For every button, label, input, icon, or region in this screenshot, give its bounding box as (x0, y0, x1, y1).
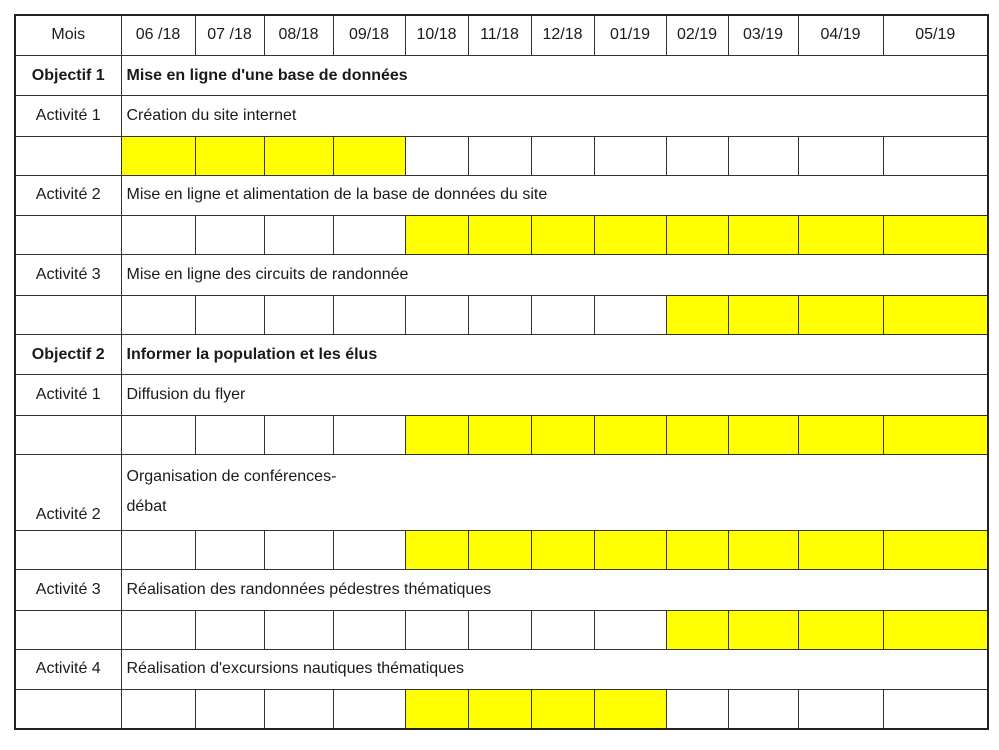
timeline-cell (883, 690, 988, 729)
timeline-row (15, 610, 988, 649)
timeline-label-cell (15, 216, 121, 255)
timeline-cell (264, 531, 333, 570)
month-header: 07 /18 (195, 15, 264, 55)
timeline-cell-active (798, 531, 883, 570)
timeline-label-cell (15, 136, 121, 175)
activity-row (15, 255, 988, 295)
timeline-cell-active (798, 415, 883, 454)
activity-row (15, 375, 988, 415)
timeline-cell-active (468, 690, 531, 729)
timeline-cell-active (594, 690, 666, 729)
objective-label: Objectif 1 (15, 55, 121, 95)
activity-label: Activité 3 (15, 255, 121, 295)
timeline-cell-active (405, 415, 468, 454)
activity-title: Diffusion du flyer (121, 375, 988, 415)
activity-row (15, 570, 988, 610)
timeline-cell-active (594, 531, 666, 570)
activity-label: Activité 2 (15, 175, 121, 215)
timeline-cell (531, 136, 594, 175)
timeline-cell (195, 531, 264, 570)
month-header: 08/18 (264, 15, 333, 55)
timeline-row (15, 531, 988, 570)
activity-title (121, 454, 988, 530)
timeline-cell (264, 690, 333, 729)
timeline-cell (666, 136, 728, 175)
month-header: 12/18 (531, 15, 594, 55)
timeline-cell-active (531, 216, 594, 255)
timeline-label-cell (15, 690, 121, 729)
activity-label: Activité 4 (15, 649, 121, 689)
activity-title-line: débat (126, 498, 167, 516)
timeline-cell (264, 415, 333, 454)
activity-label: Activité 1 (15, 375, 121, 415)
timeline-cell-active (121, 136, 195, 175)
activity-label: Activité 1 (15, 96, 121, 136)
timeline-cell (333, 690, 405, 729)
timeline-cell (883, 136, 988, 175)
timeline-cell (264, 216, 333, 255)
activity-label: Activité 3 (15, 570, 121, 610)
timeline-row (15, 216, 988, 255)
timeline-cell-active (883, 531, 988, 570)
timeline-cell (333, 531, 405, 570)
timeline-cell (531, 610, 594, 649)
activity-row (15, 175, 988, 215)
timeline-cell (405, 295, 468, 334)
timeline-cell-active (264, 136, 333, 175)
timeline-cell-active (728, 216, 798, 255)
timeline-cell-active (405, 690, 468, 729)
timeline-cell-active (666, 216, 728, 255)
timeline-cell-active (531, 415, 594, 454)
month-header: 09/18 (333, 15, 405, 55)
timeline-cell-active (883, 415, 988, 454)
activity-row (15, 454, 988, 530)
objective-row (15, 55, 988, 95)
activity-title: Réalisation des randonnées pédestres thématiques (121, 570, 988, 610)
timeline-cell-active (798, 216, 883, 255)
timeline-cell-active (798, 295, 883, 334)
timeline-cell (468, 295, 531, 334)
timeline-cell-active (468, 531, 531, 570)
timeline-cell (468, 136, 531, 175)
timeline-cell (333, 610, 405, 649)
activity-row (15, 649, 988, 689)
timeline-label-cell (15, 531, 121, 570)
activity-title-line: Organisation de conférences- (126, 468, 337, 486)
month-header: 01/19 (594, 15, 666, 55)
timeline-row (15, 136, 988, 175)
timeline-cell-active (531, 690, 594, 729)
timeline-cell-active (333, 136, 405, 175)
timeline-cell-active (666, 610, 728, 649)
timeline-cell-active (666, 531, 728, 570)
objective-label: Objectif 2 (15, 334, 121, 374)
activity-title: Mise en ligne des circuits de randonnée (121, 255, 988, 295)
month-header: 04/19 (798, 15, 883, 55)
month-header: 02/19 (666, 15, 728, 55)
timeline-cell (121, 690, 195, 729)
activity-title: Réalisation d'excursions nautiques thématiques (121, 649, 988, 689)
timeline-cell (728, 690, 798, 729)
timeline-cell (594, 295, 666, 334)
timeline-cell (121, 531, 195, 570)
timeline-cell (195, 690, 264, 729)
month-header: 03/19 (728, 15, 798, 55)
month-header: 06 /18 (121, 15, 195, 55)
timeline-cell (333, 295, 405, 334)
timeline-cell-active (883, 216, 988, 255)
timeline-cell (798, 690, 883, 729)
month-header: 05/19 (883, 15, 988, 55)
timeline-row (15, 690, 988, 729)
activity-title: Mise en ligne et alimentation de la base de données du site (121, 175, 988, 215)
timeline-cell (121, 295, 195, 334)
timeline-cell-active (594, 216, 666, 255)
timeline-cell (405, 136, 468, 175)
header-row (15, 15, 988, 55)
timeline-cell (468, 610, 531, 649)
month-header: 11/18 (468, 15, 531, 55)
timeline-cell-active (666, 295, 728, 334)
timeline-cell (666, 690, 728, 729)
timeline-cell (195, 415, 264, 454)
timeline-cell-active (883, 295, 988, 334)
activity-label: Activité 2 (15, 454, 121, 530)
gantt-table (14, 14, 989, 730)
timeline-label-cell (15, 610, 121, 649)
timeline-cell-active (195, 136, 264, 175)
timeline-cell (798, 136, 883, 175)
timeline-cell-active (728, 610, 798, 649)
activity-row (15, 96, 988, 136)
timeline-cell-active (531, 531, 594, 570)
timeline-cell (195, 610, 264, 649)
timeline-cell (121, 216, 195, 255)
timeline-cell (405, 610, 468, 649)
timeline-cell-active (666, 415, 728, 454)
timeline-label-cell (15, 415, 121, 454)
timeline-cell-active (594, 415, 666, 454)
timeline-cell (195, 295, 264, 334)
timeline-label-cell (15, 295, 121, 334)
timeline-cell (264, 295, 333, 334)
timeline-cell-active (405, 216, 468, 255)
objective-title: Mise en ligne d'une base de données (121, 55, 988, 95)
objective-row (15, 334, 988, 374)
timeline-cell-active (798, 610, 883, 649)
timeline-cell (333, 415, 405, 454)
timeline-cell (121, 610, 195, 649)
timeline-cell (531, 295, 594, 334)
timeline-cell-active (728, 295, 798, 334)
timeline-cell-active (468, 216, 531, 255)
timeline-cell-active (405, 531, 468, 570)
gantt-body (15, 15, 988, 729)
timeline-cell-active (728, 415, 798, 454)
timeline-row (15, 415, 988, 454)
timeline-cell (121, 415, 195, 454)
timeline-cell (594, 610, 666, 649)
timeline-row (15, 295, 988, 334)
timeline-cell (333, 216, 405, 255)
timeline-cell-active (728, 531, 798, 570)
timeline-cell (264, 610, 333, 649)
objective-title: Informer la population et les élus (121, 334, 988, 374)
timeline-cell (195, 216, 264, 255)
activity-title: Création du site internet (121, 96, 988, 136)
timeline-cell-active (883, 610, 988, 649)
month-header: 10/18 (405, 15, 468, 55)
header-label: Mois (15, 15, 121, 55)
timeline-cell-active (468, 415, 531, 454)
timeline-cell (728, 136, 798, 175)
timeline-cell (594, 136, 666, 175)
